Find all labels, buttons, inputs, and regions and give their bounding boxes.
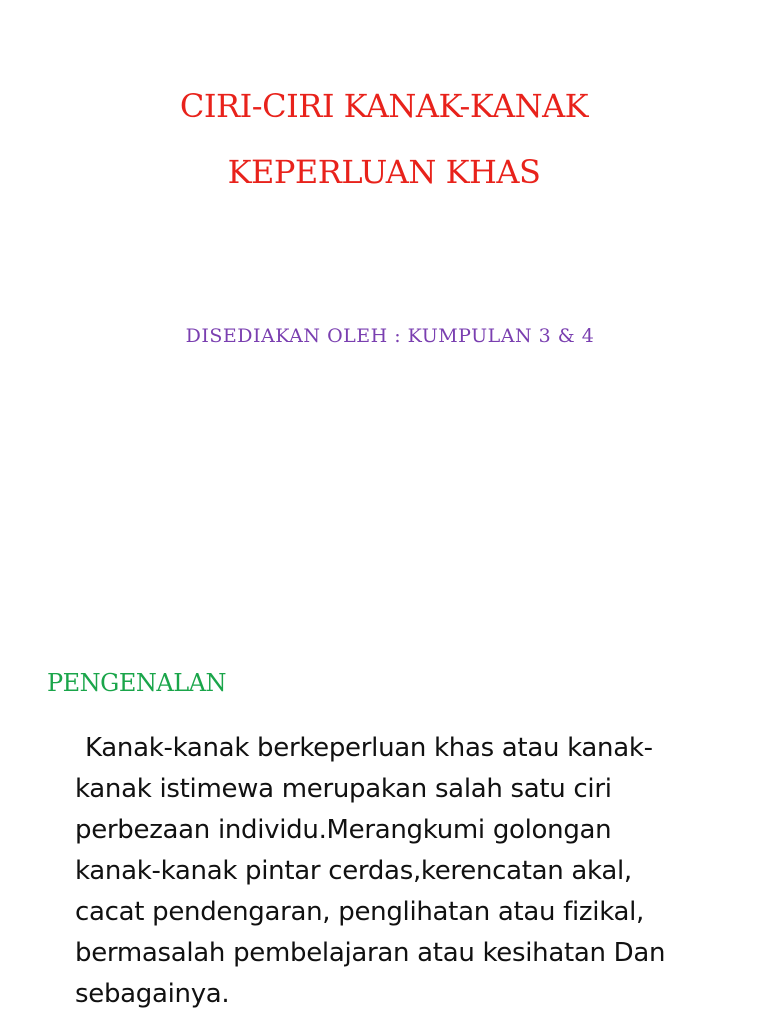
body-line: bermasalah pembelajaran atau kesihatan Dan <box>75 938 666 968</box>
section-heading: PENGENALAN <box>47 669 226 697</box>
subtitle-prepared-by: DISEDIAKAN OLEH : KUMPULAN 3 & 4 <box>185 325 595 347</box>
body-line: perbezaan individu.Merangkumi golongan <box>75 815 612 845</box>
body-line: kanak istimewa merupakan salah satu ciri <box>75 774 612 804</box>
body-paragraph <box>75 728 735 1015</box>
body-line: sebagainya. <box>75 979 230 1009</box>
body-line: cacat pendengaran, penglihatan atau fizikal, <box>75 897 645 927</box>
body-line: kanak-kanak pintar cerdas,kerencatan akal, <box>75 856 632 886</box>
title-line-2: KEPERLUAN KHAS <box>227 153 541 191</box>
title-line-1: CIRI-CIRI KANAK-KANAK <box>179 87 589 125</box>
body-line: Kanak-kanak berkeperluan khas atau kanak- <box>85 733 653 763</box>
